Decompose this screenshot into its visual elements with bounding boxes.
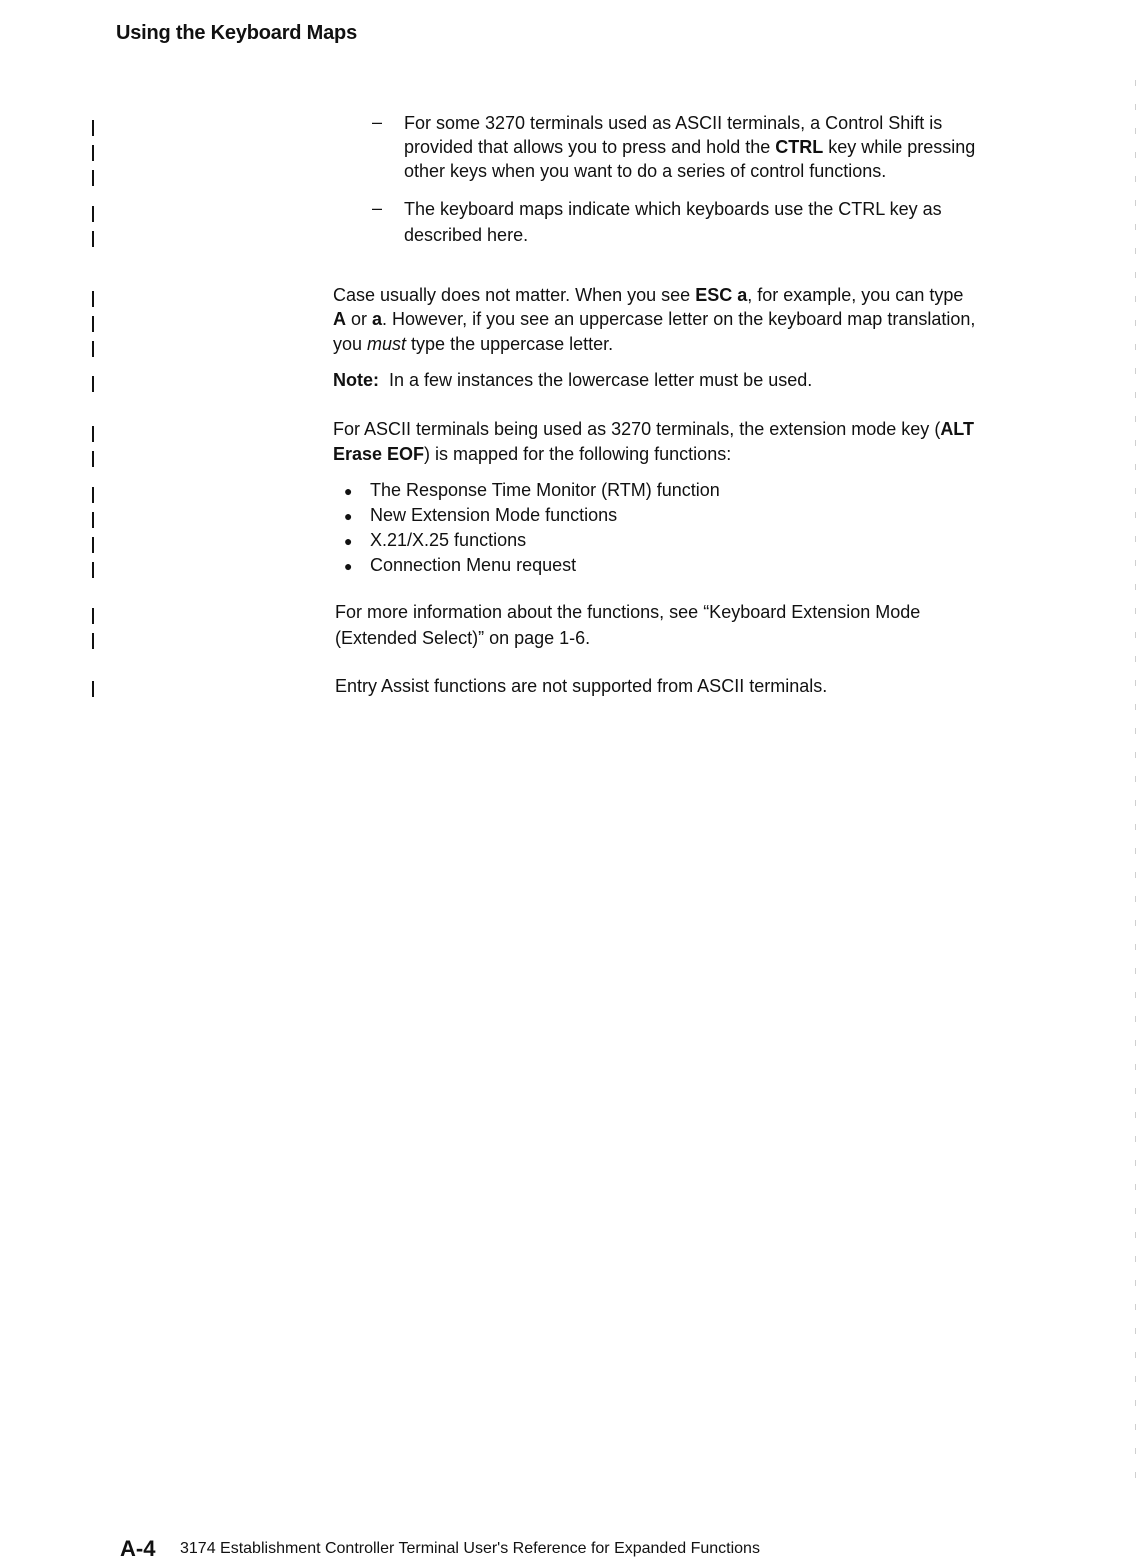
text-line: Case usually does not matter. When you see ESC a, for example, you can type: [333, 285, 964, 305]
list-item: Connection Menu request: [370, 555, 577, 575]
bullet-icon: ●: [344, 533, 353, 549]
note-label: Note:: [333, 370, 379, 390]
bullet-icon: ●: [344, 508, 353, 524]
text-line: A or a. However, if you see an uppercase letter on the keyboard map translation,: [333, 309, 976, 329]
text-line: you must type the uppercase letter.: [333, 334, 614, 354]
text-line: For ASCII terminals being used as 3270 terminals, the extension mode key (ALT: [333, 419, 974, 439]
bullet-icon: ●: [344, 558, 353, 574]
text-line: described here.: [404, 225, 529, 245]
note-text: In a few instances the lowercase letter must be used.: [389, 370, 813, 390]
text-line: Erase EOF) is mapped for the following functions:: [333, 444, 732, 464]
note: [333, 369, 812, 391]
text-line: The keyboard maps indicate which keyboards use the CTRL key as: [404, 199, 942, 219]
entry-assist-paragraph: Entry Assist functions are not supported from ASCII terminals.: [335, 676, 828, 696]
text-line: For more information about the functions, see “Keyboard Extension Mode: [335, 602, 921, 622]
list-item: X.21/X.25 functions: [370, 530, 527, 550]
page-title: Using the Keyboard Maps: [116, 22, 357, 44]
text-line: provided that allows you to press and hold the CTRL key while pressing: [404, 137, 976, 157]
dash-marker: –: [372, 198, 383, 218]
text-line: (Extended Select)” on page 1-6.: [335, 628, 591, 648]
text-line: For some 3270 terminals used as ASCII terminals, a Control Shift is: [404, 113, 943, 133]
footer-title: 3174 Establishment Controller Terminal User's Reference for Expanded Functions: [180, 1540, 760, 1557]
page-number: A-4: [120, 1536, 156, 1561]
scan-edge: [1135, 80, 1136, 1480]
list-item: New Extension Mode functions: [370, 505, 618, 525]
list-item: The Response Time Monitor (RTM) function: [370, 480, 720, 500]
dash-marker: –: [372, 112, 383, 132]
text-line: other keys when you want to do a series of control functions.: [404, 161, 887, 181]
bullet-icon: ●: [344, 483, 353, 499]
